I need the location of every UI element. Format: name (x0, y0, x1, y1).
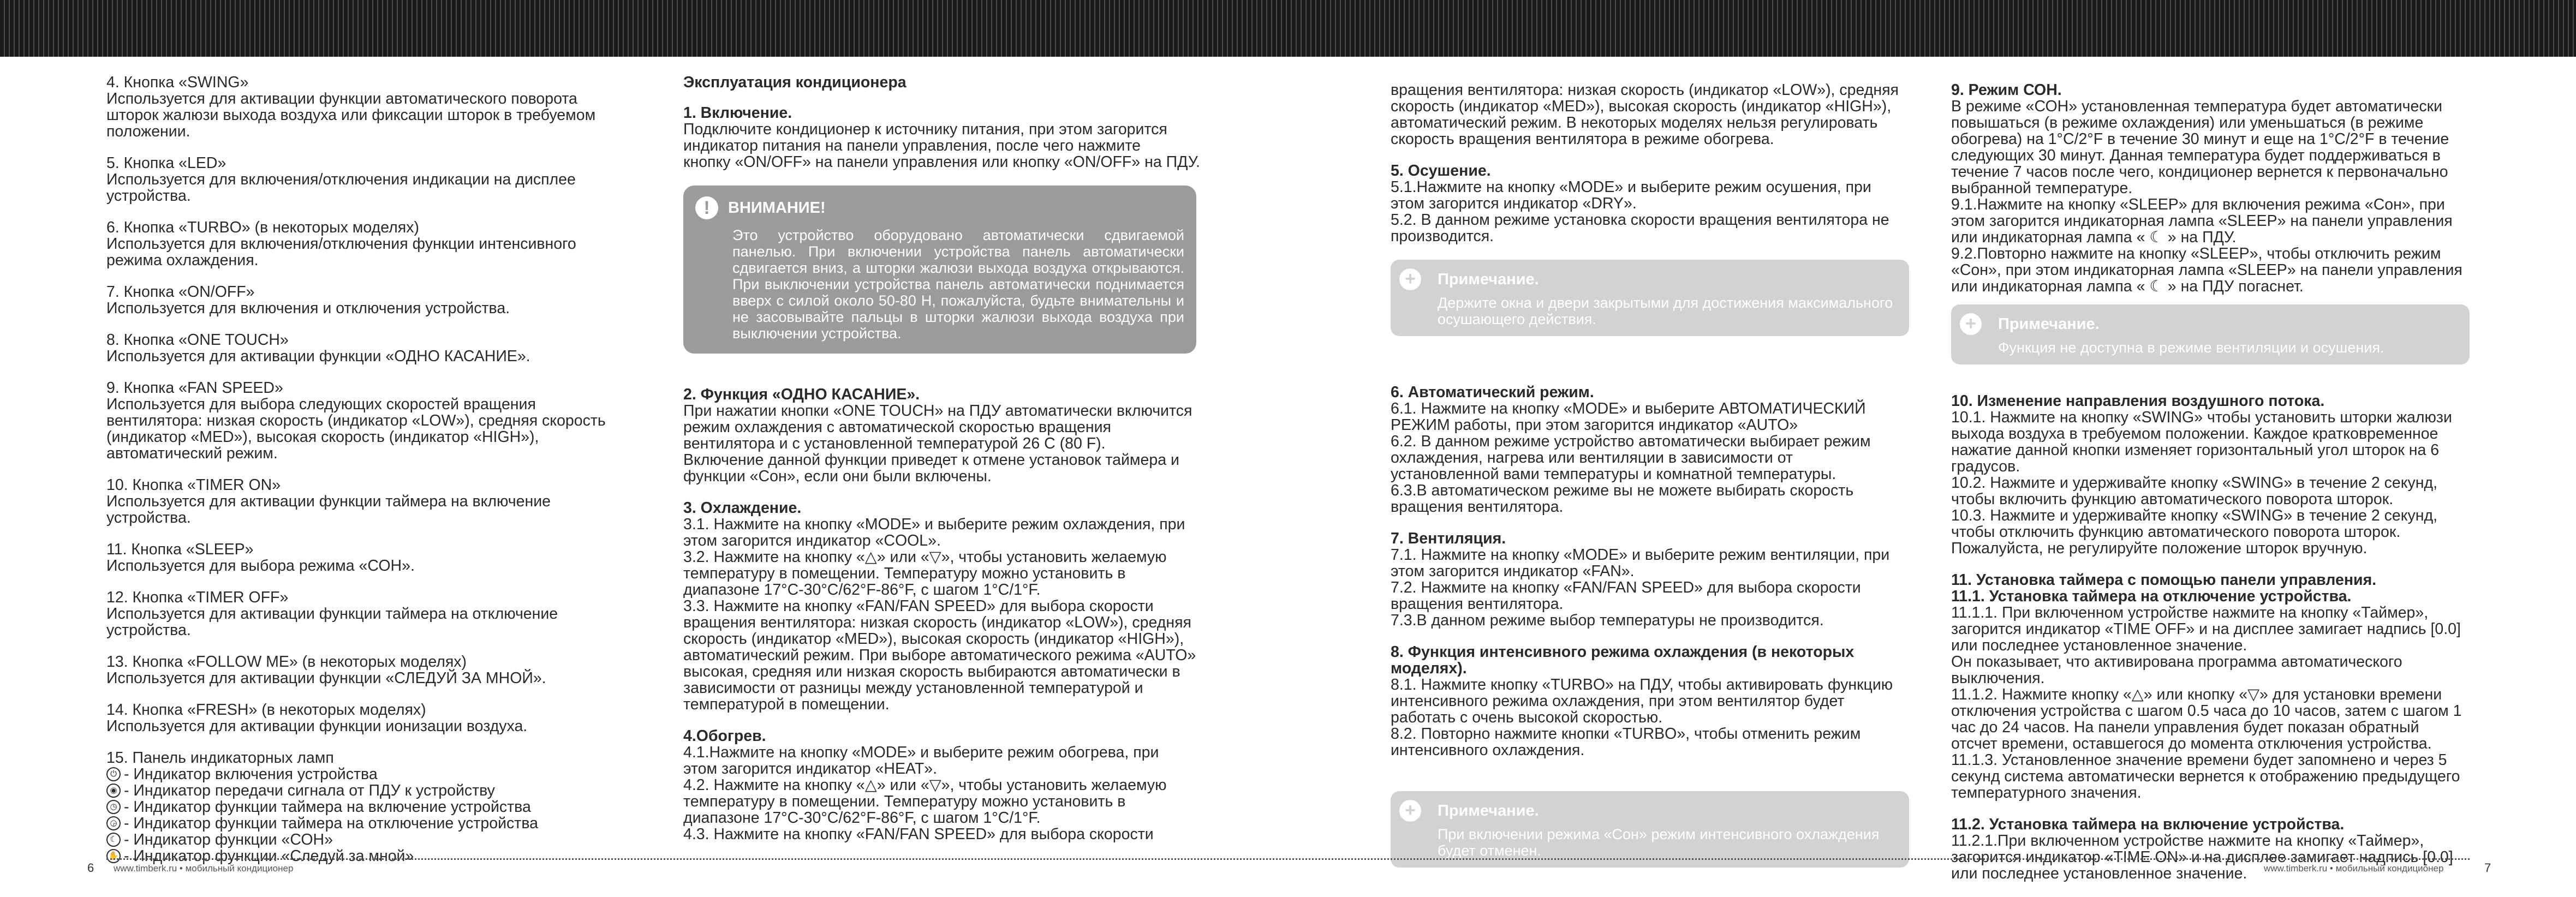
button-description (106, 477, 614, 526)
column-sleep-timer (1951, 82, 2470, 897)
section-heading: Эксплуатация кондиционера (683, 74, 907, 91)
item-title: 7. Кнопка «ON/OFF» (106, 283, 255, 301)
text-line: 8.2. Повторно нажмите кнопки «TURBO», чтобы отменить режим (1391, 725, 1861, 743)
top-decor-bar (0, 0, 2576, 57)
warning-box (683, 186, 1196, 354)
text-line: секунд система автоматически вернется к отображению предыдущего (1951, 768, 2460, 785)
text-line: выбранной температуре. (1951, 180, 2133, 197)
button-description (106, 155, 614, 204)
text-line: отключения устройства с шагом 0.5 часа до 10 часов, затем с шагом 1 (1951, 702, 2462, 720)
section-title: 1. Включение. (683, 104, 792, 122)
lamp-text: - Индикатор функции таймера на отключение устройства (124, 815, 538, 832)
item-title: 6. Кнопка «TURBO» (в некоторых моделях) (106, 219, 419, 236)
column-modes (1391, 82, 1909, 868)
text-line: чтобы отключить функцию автоматического поворота шторок. (1951, 523, 2401, 541)
text-line: скорость (индикатор «MED»), высокая скорость (индикатор «HIGH»), (683, 630, 1184, 648)
section-title: 11.2. Установка таймера на включение устройства. (1951, 816, 2345, 833)
text-line: следующих 30 минут. Данная температура будет поддерживаться в (1951, 147, 2441, 164)
text-line: 7.2. Нажмите на кнопку «FAN/FAN SPEED» для выбора скорости (1391, 579, 1861, 596)
text-line: диапазоне 17°C-30°C/62°F-86°F, с шагом 1°C/1°F. (683, 809, 1041, 827)
section-dry (1391, 163, 1909, 244)
text-line: Он показывает, что активирована программа автоматического (1951, 653, 2402, 671)
note-box (1951, 304, 2470, 364)
item-title: 4. Кнопка «SWING» (106, 74, 249, 91)
text-line: 6.3.В автоматическом режиме вы не можете выбирать скорость (1391, 482, 1854, 499)
text-line: 6.1. Нажмите на кнопку «MODE» и выберите АВТОМАТИЧЕСКИЙ (1391, 400, 1866, 417)
section-title: 3. Охлаждение. (683, 499, 802, 517)
section-title: 8. Функция интенсивного режима охлаждения (в некоторых моделях). (1391, 643, 1855, 677)
item-line: вентилятора: низкая скорость (индикатор «LOW»), средняя скорость (106, 412, 606, 429)
item-line: Используется для выбора следующих скоростей вращения (106, 396, 536, 413)
footer-divider (106, 858, 2470, 860)
text-line: индикатор питания на панели управления, после чего нажмите (683, 137, 1141, 154)
text-line: В режиме «СОН» установленная температура будет автоматически (1951, 98, 2443, 115)
text-line: выхода воздуха в требуемом положении. Каждое кратковременное (1951, 425, 2438, 442)
item-title: 13. Кнопка «FOLLOW ME» (в некоторых моделях) (106, 653, 467, 671)
footer-url-left: www.timberk.ru • мобильный кондиционер (114, 863, 294, 874)
text-line: охлаждения, нагрева или вентиляции в зависимости от (1391, 449, 1793, 467)
text-line: 5.2. В данном режиме установка скорости вращения вентилятора не (1391, 211, 1889, 229)
text-line: загорится индикатор «TIME OFF» и на дисплее замигает надпись [0.0] (1951, 620, 2461, 638)
text-line: 8.1. Нажмите кнопку «TURBO» на ПДУ, чтобы активировать функцию (1391, 676, 1893, 693)
note-title: Примечание. (1998, 315, 2100, 333)
section-heating (683, 728, 1196, 842)
note-text: Функция не доступна в режиме вентиляции и осушения. (1998, 339, 2384, 356)
text-line: 7.1. Нажмите на кнопку «MODE» и выберите режим вентиляции, при (1391, 546, 1890, 564)
section-title: 7. Вентиляция. (1391, 530, 1506, 547)
text-line: 11.2.1.При включенном устройстве нажмите на кнопку «Таймер», (1951, 832, 2424, 850)
section-fan (1391, 530, 1909, 629)
text-line: этом загорится индикаторная лампа «SLEEP» на панели управления (1951, 212, 2453, 230)
text-line: температурой в помещении. (683, 696, 890, 713)
text-line: 9.2.Повторно нажмите на кнопку «SLEEP», чтобы отключить режим (1951, 245, 2441, 262)
footer-url-right: www.timberk.ru • мобильный кондиционер (2264, 863, 2444, 874)
text-line: или последнее установленное значение. (1951, 637, 2247, 654)
item-line: Используется для активации функции таймера на включение (106, 493, 551, 510)
indicator-lamp-icon: ☾ (106, 833, 121, 847)
section-title: 5. Осушение. (1391, 162, 1491, 180)
section-subtitle: 11.1. Установка таймера на отключение устройства. (1951, 588, 2352, 605)
text-line: вращения вентилятора. (1391, 498, 1564, 516)
text-line: 4.1.Нажмите на кнопку «MODE» и выберите режим обогрева, при (683, 744, 1159, 761)
item-title: 5. Кнопка «LED» (106, 154, 226, 172)
note-box (1391, 260, 1909, 336)
lamp-text: - Индикатор функции таймера на включение устройства (124, 798, 531, 816)
text-line: 7.3.В данном режиме выбор температуры не производится. (1391, 612, 1824, 629)
text-line: функции «Сон», если они были включены. (683, 468, 992, 485)
button-description (106, 332, 614, 364)
text-line: производится. (1391, 228, 1494, 245)
section-power-on (683, 104, 1200, 171)
text-line: 11.1.1. При включенном устройстве нажмите на кнопку «Таймер», (1951, 604, 2429, 621)
page-number-left: 6 (87, 861, 94, 875)
text-line: градусов. (1951, 458, 2020, 475)
item-line: устройства. (106, 187, 191, 205)
text-line: 3.1. Нажмите на кнопку «MODE» и выберите режим охлаждения, при (683, 516, 1185, 533)
lamp-row (106, 799, 614, 815)
text-line: обогрева) на 1°C/2°F в течение 30 минут и еще на 1°C/2°F в течение (1951, 130, 2449, 148)
lamps-title: 15. Панель индикаторных ламп (106, 749, 334, 767)
button-description (106, 380, 614, 462)
section-airflow (1951, 393, 2470, 557)
lamp-row (106, 782, 614, 799)
indicator-lamp-icon: ◶ (106, 816, 121, 830)
item-title: 10. Кнопка «TIMER ON» (106, 476, 281, 494)
text-line: повышаться (в режиме охлаждения) или уменьшаться (в режиме (1951, 114, 2424, 131)
item-line: Используется для активации функции ионизации воздуха. (106, 717, 528, 735)
text-line: зависимости от разницы между установленной температурой и (683, 679, 1143, 697)
item-line: устройства. (106, 509, 191, 527)
text-line: 10.1. Нажмите на кнопку «SWING» чтобы установить шторки жалюзи (1951, 409, 2452, 426)
item-line: Используется для включения/отключения индикации на дисплее (106, 171, 576, 188)
lamp-text: - Индикатор включения устройства (124, 766, 378, 783)
item-title: 11. Кнопка «SLEEP» (106, 541, 254, 558)
text-line: 10.3. Нажмите и удерживайте кнопку «SWING» в течение 2 секунд, (1951, 507, 2438, 524)
text-line: температурного значения. (1951, 784, 2142, 802)
section-title: 10. Изменение направления воздушного потока. (1951, 392, 2325, 410)
text-line: или индикаторная лампа « ☾ » на ПДУ погаснет. (1951, 278, 2304, 295)
plus-icon: + (1399, 268, 1421, 290)
button-description (106, 219, 614, 268)
item-line: Используется для активации функции «СЛЕДУЙ ЗА МНОЙ». (106, 669, 546, 687)
text-line: или индикаторная лампа « ☾ » на ПДУ. (1951, 229, 2237, 246)
column-operation (683, 74, 1200, 858)
text-line: температуру в помещении. Температуру можно установить в (683, 565, 1126, 582)
text-line: 11.1.3. Установленное значение времени будет запомнено и через 5 (1951, 751, 2447, 769)
item-line: устройства. (106, 621, 191, 639)
column-buttons (106, 74, 614, 864)
exclamation-icon: ! (695, 196, 718, 219)
text-line: чтобы включить функцию автоматического поворота шторок. (1951, 491, 2394, 508)
text-line: 3.2. Нажмите на кнопку «△» или «▽», чтобы установить желаемую (683, 548, 1167, 566)
button-description (106, 589, 614, 638)
text-line: Пожалуйста, не регулируйте положение шторок вручную. (1951, 540, 2368, 557)
text-line: этом загорится индикатор «FAN». (1391, 563, 1635, 580)
text-line: Включение данной функции приведет к отмене установок таймера и (683, 451, 1179, 469)
button-description (106, 74, 614, 140)
item-line: Используется для включения/отключения функции интенсивного (106, 235, 576, 253)
item-line: Используется для выбора режима «СОН». (106, 557, 415, 575)
plus-icon: + (1960, 313, 1982, 335)
button-description (106, 541, 614, 574)
section-sleep (1951, 82, 2470, 295)
item-line: шторок жалюзи выхода воздуха или фиксации шторок в требуемом (106, 106, 596, 124)
text-line: установленной вами температуры и комнатной температуры. (1391, 465, 1836, 483)
text-line: интенсивного охлаждения. (1391, 741, 1585, 759)
text-line: диапазоне 17°C-30°C/62°F-86°F, с шагом 1°C/1°F. (683, 581, 1041, 599)
note-text: Держите окна и двери закрытыми для достижения максимального осушающего действия. (1438, 295, 1893, 327)
text-line: этом загорится индикатор «DRY». (1391, 195, 1637, 212)
text-line: «Сон», при этом индикаторная лампа «SLEEP» на панели управления (1951, 261, 2462, 279)
text-line: вращения вентилятора: низкая скорость (индикатор «LOW»), средняя (683, 614, 1191, 631)
text-line: высокая, средняя или низкая скорость выбираются автоматически в (683, 663, 1180, 680)
item-title: 14. Кнопка «FRESH» (в некоторых моделях) (106, 701, 426, 719)
text-line: кнопку «ON/OFF» на панели управления или кнопку «ON/OFF» на ПДУ. (683, 153, 1200, 171)
indicator-lamp-icon: ◉ (106, 784, 121, 798)
text-line: 4.2. Нажмите на кнопку «△» или «▽», чтобы установить желаемую (683, 776, 1167, 794)
warning-text: Это устройство оборудовано автоматически сдвигаемой панелью. При включении устройства панель автоматически сдвигается вниз, а шторки жалюзи выхода воздуха открываются. При выключении устройства панель автоматически поднимается вверх с силой около 50-80 Н, пожалуйста, будьте внимательны и не засовывайте пальцы в шторки жалюзи выхода воздуха при выключении устройства. (732, 227, 1184, 342)
item-line: положении. (106, 123, 190, 140)
text-line: час до 24 часов. На панели управления будет показан обратный (1951, 719, 2419, 736)
section-heating-cont (1391, 82, 1909, 147)
indicator-lamp-icon: ◷ (106, 800, 121, 814)
text-line: автоматический режим. При выборе автоматического режима «AUTO» (683, 647, 1196, 664)
text-line: Подключите кондиционер к источнику питания, при этом загорится (683, 121, 1167, 138)
text-line: скорость вращения вентилятора в режиме обогрева. (1391, 130, 1774, 148)
item-line: Используется для активации функции автоматического поворота (106, 90, 577, 107)
text-line: 5.1.Нажмите на кнопку «MODE» и выберите режим осушения, при (1391, 178, 1871, 196)
item-line: автоматический режим. (106, 445, 278, 462)
button-description (106, 702, 614, 734)
section-title: 2. Функция «ОДНО КАСАНИЕ». (683, 386, 920, 403)
indicator-lamp-icon: ⏻ (106, 767, 121, 781)
text-line: РЕЖИМ работы, при этом загорится индикатор «AUTO» (1391, 416, 1798, 434)
lamp-text: - Индикатор передачи сигнала от ПДУ к устройству (124, 782, 495, 799)
item-title: 12. Кнопка «TIMER OFF» (106, 589, 289, 606)
text-line: температуру в помещении. Температуру можно установить в (683, 793, 1126, 810)
section-title: 6. Автоматический режим. (1391, 384, 1594, 401)
note-title: Примечание. (1438, 802, 1539, 820)
text-line: режим охлаждения с автоматической скоростью вращения (683, 418, 1111, 436)
section-timer-off (1951, 572, 2470, 801)
item-line: Используется для активации функции таймера на отключение (106, 605, 558, 623)
item-title: 9. Кнопка «FAN SPEED» (106, 379, 283, 397)
lamp-row (106, 832, 614, 848)
text-line: отсчет времени, оставшегося до момента отключения устройства. (1951, 735, 2432, 752)
lamp-row (106, 815, 614, 832)
text-line: нажатие данной кнопки изменяет горизонтальный угол шторок на 6 (1951, 441, 2440, 459)
button-description (106, 284, 614, 316)
text-line: этом загорится индикатор «COOL». (683, 532, 941, 549)
section-title: 11. Установка таймера с помощью панели управления. (1951, 571, 2377, 589)
text-line: выключения. (1951, 669, 2045, 687)
text-line: вентилятора и с установленной температурой 26 C (80 F). (683, 435, 1106, 452)
text-line: вращения вентилятора. (1391, 595, 1564, 613)
section-title: 4.Обогрев. (683, 727, 766, 745)
text-line: 11.1.2. Нажмите кнопку «△» или кнопку «▽» для установки времени (1951, 686, 2442, 703)
item-line: (индикатор «MED»), высокая скорость (индикатор «HIGH»), (106, 428, 539, 446)
warning-title: ВНИМАНИЕ! (728, 199, 826, 217)
text-line: вращения вентилятора: низкая скорость (индикатор «LOW»), средняя (1391, 81, 1899, 99)
text-line: скорость (индикатор «MED»), высокая скорость (индикатор «HIGH»), (1391, 98, 1892, 115)
note-box (1391, 791, 1909, 868)
text-line: При нажатии кнопки «ONE TOUCH» на ПДУ автоматически включится (683, 402, 1192, 420)
text-line: 9.1.Нажмите на кнопку «SLEEP» для включения режима «Сон», при (1951, 196, 2445, 213)
text-line: 3.3. Нажмите на кнопку «FAN/FAN SPEED» для выбора скорости (683, 597, 1154, 615)
lamp-row (106, 766, 614, 782)
item-title: 8. Кнопка «ONE TOUCH» (106, 331, 289, 349)
text-line: автоматический режим. В некоторых моделях нельзя регулировать (1391, 114, 1878, 131)
lamp-row (106, 848, 614, 864)
page-number-right: 7 (2484, 861, 2491, 875)
text-line: этом загорится индикатор «HEAT». (683, 760, 938, 778)
text-line: 10.2. Нажмите и удерживайте кнопку «SWING» в течение 2 секунд, (1951, 474, 2438, 492)
text-line: работать с очень высокой скоростью. (1391, 709, 1663, 726)
item-line: Используется для активации функции «ОДНО КАСАНИЕ». (106, 348, 530, 365)
lamp-text: - Индикатор функции «Следуй за мной» (124, 847, 414, 865)
item-line: Используется для включения и отключения устройства. (106, 300, 510, 317)
plus-icon: + (1399, 800, 1421, 822)
section-one-touch (683, 386, 1196, 485)
text-line: течение 7 часов после чего, кондиционер вернется к первоначально (1951, 163, 2448, 181)
text-line: 6.2. В данном режиме устройство автоматически выбирает режим (1391, 433, 1871, 450)
button-description (106, 654, 614, 686)
note-text: При включении режима «Сон» режим интенсивного охлаждения будет отменен. (1438, 826, 1880, 859)
lamp-text: - Индикатор функции «СОН» (124, 831, 333, 848)
indicator-lamp-icon: ✋ (106, 849, 121, 863)
section-cooling (683, 500, 1196, 713)
item-line: режима охлаждения. (106, 252, 259, 269)
note-title: Примечание. (1438, 271, 1539, 288)
text-line: загорится индикатор «TIME ON» и на дисплее замигает надпись [0.0] (1951, 848, 2453, 866)
text-line: 4.3. Нажмите на кнопку «FAN/FAN SPEED» для выбора скорости (683, 826, 1154, 843)
section-title: 9. Режим СОН. (1951, 81, 2062, 99)
section-auto (1391, 384, 1909, 515)
text-line: интенсивного режима охлаждения, при этом вентилятор будет (1391, 692, 1845, 710)
text-line: или последнее установленное значение. (1951, 865, 2247, 882)
section-turbo (1391, 644, 1909, 758)
